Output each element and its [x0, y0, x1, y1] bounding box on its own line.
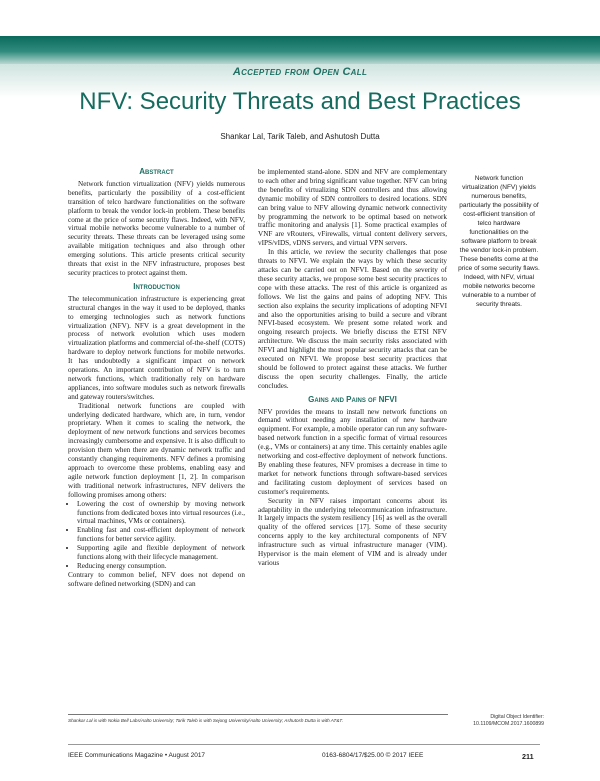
col2-paragraph-4: Security in NFV raises important concerns about its adaptability in the underlying telecommunication infrastructure. It largely impacts the system resiliency [16] as well as the overall quality of the offered services [17]. Some of these security concerns apply to the key architectural components of NFV infrastructure such as virtual infrastructure manager (VIM). Hypervisor is the main element of VIM and is already under various: [258, 496, 447, 567]
author-list: Shankar Lal, Tarik Taleb, and Ashutosh Dutta: [220, 132, 380, 141]
list-item: • Reducing energy consumption.: [77, 562, 245, 571]
list-item: • Supporting agile and flexible deployment of network functions along with their lifecycle management.: [77, 544, 245, 562]
gains-pains-heading: Gains and Pains of NFVI: [308, 394, 397, 404]
header-color-band: [0, 36, 600, 64]
journal-name: IEEE Communications Magazine • August 2017: [68, 752, 206, 759]
col2-paragraph-1: be implemented stand-alone. SDN and NFV are complementary to each other and bring significant value together. NFV can bring the benefits of virtualizing SDN controllers and thus allowing dynamic mobility of SDN controllers to desired locations. SDN can bring value to NFV allowing dynamic network connectivity by programming the network to be optimal based on network traffic monitoring and analysis [1]. Some practical examples of VNF are vRouters, vFirewalls, virtual content delivery servers, vIPS/vIDS, vDNS servers, and virtual VPN servers.: [258, 168, 447, 248]
copyright-notice: 0163-6804/17/$25.00 © 2017 IEEE: [322, 752, 424, 759]
promises-list: [68, 500, 245, 571]
doi-value: 10.1109/MCOM.2017.1600899: [473, 721, 544, 727]
intro-paragraph-3: Contrary to common belief, NFV does not depend on software defined networking (SDN) and can: [68, 570, 245, 588]
footer-divider: [68, 744, 540, 745]
column-left: [68, 168, 245, 589]
page-number: 211: [522, 752, 534, 761]
intro-paragraph-1: The telecommunication infrastructure is experiencing great structural changes in the way it used to be deployed, thanks to emerging technologies such as network functions virtualization (NFV). NFV is a great development in the process of network evolution which uses modern virtualization platforms and commercial of-the-shelf (COTS) hardware to deploy network functions for mobile networks. It has undoubtedly a significant impact on network operations. An important contribution of NFV is to turn network functions, which traditionally rely on hardware appliances, into software modules such as network firewalls and gateway routers/switches.: [68, 294, 245, 401]
intro-paragraph-2: Traditional network functions are coupled with underlying dedicated hardware, which are, in turn, vendor proprietary. When it comes to scaling the network, the deployment of new network functions and services becomes increasingly cumbersome and expensive. It is also difficult to provision them when there are dynamic network traffic and constantly changing requirements. NFV defines a promising approach to overcome these problems, enabling easy and agile network function deployment [1, 2]. In comparison with traditional network infrastructures, NFV delivers the following promises among others:: [68, 401, 245, 499]
list-item: • Lowering the cost of ownership by moving network functions from dedicated boxes into virtual resources (i.e., virtual machines, VMs or containers).: [77, 500, 245, 527]
article-title: NFV: Security Threats and Best Practices: [79, 88, 521, 115]
section-kicker: Accepted from Open Call: [232, 66, 368, 78]
author-affiliations: Shankar Lal is with Nokia Bell Labs/Aalto University; Tarik Taleb is with Sejong University/Aalto University; Ashutosh Dutta is with AT&T.: [68, 718, 344, 723]
introduction-heading: Introduction: [133, 281, 180, 291]
affiliation-divider: [68, 714, 448, 715]
abstract-heading: Abstract: [139, 167, 174, 176]
list-item: • Enabling fast and cost-efficient deployment of network functions for better service agility.: [77, 526, 245, 544]
abstract-text: Network function virtualization (NFV) yields numerous benefits, particularly the possibility of a cost-efficient transition of telco hardware functionalities on the software platform to break the vendor lock-in problem. These benefits come at the price of some security flaws. Indeed, with NFV, virtual mobile networks become vulnerable to a number of security threats. These threats can be leveraged using some available mitigation techniques and also through other emerging solutions. This article presents critical security threats that exist in the NFV infrastructure, proposes best security practices to protect against them.: [68, 179, 245, 277]
pull-quote-sidebar: Network function virtualization (NFV) yields numerous benefits, particularly the possibility of cost-efficient transition of telco hardware functionalities on the software platform to break the vendor lock-in problem. These benefits come at the price of some security flaws. Indeed, with NFV, virtual mobile networks become vulnerable to a number of security threats.: [458, 175, 540, 308]
doi-label: Digital Object Identifier:: [490, 714, 544, 720]
doi-block: [424, 714, 544, 728]
col2-paragraph-3: NFV provides the means to install new network functions on demand without needing any installation of new hardware equipment. For example, a mobile operator can run any software-based network function in a specific format of virtual resources (e.g., VMs or containers) at any time. This certainly enables agile networking and cost-effective deployment of network functions. By enabling these features, NFV promises a decrease in time to market for network functions through software-based services and facilitating custom deployment of services based on customer's requirements.: [258, 407, 447, 496]
column-middle: [258, 168, 447, 568]
col2-paragraph-2: In this article, we review the security challenges that pose threats to NFVI. We explain the ways by which these security attacks can be carried out on NFVI. Based on the severity of these security attacks, we propose some best security practices to cope with these attacks. The rest of this article is organized as follows. We list the gains and pains of adopting NFV. This section also explains the security implications of adopting NFVI and also the opportunities arising to build a secure and vibrant NFVI-based ecosystem. We present some related work and ongoing research projects. We briefly discuss the ETSI NFV architecture. We discuss the main security risks associated with NFVI and highlight the most popular security attacks that can be executed on NFVI. We propose best security practices that should be followed to protect against these attacks. We further discuss the open security challenges. Finally, the article concludes.: [258, 248, 447, 390]
